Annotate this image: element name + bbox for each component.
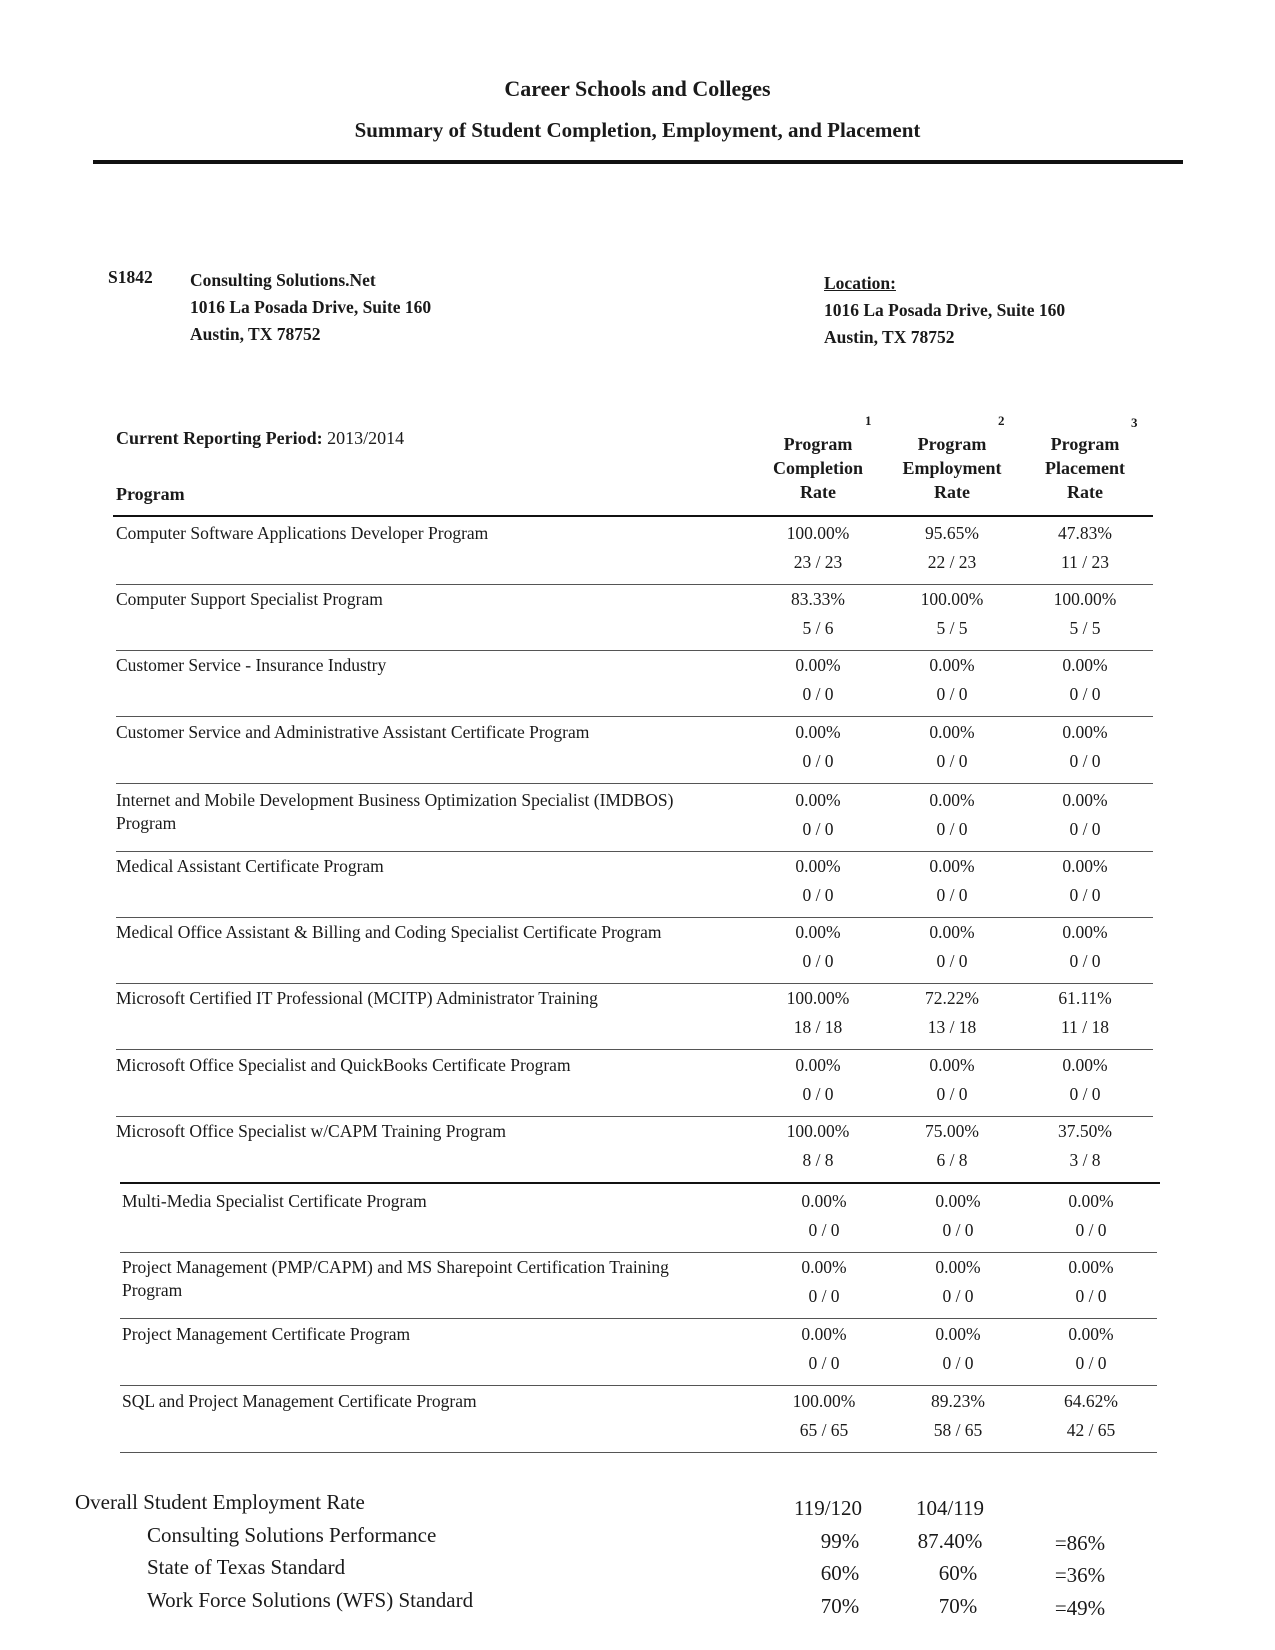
employment-count: 0 / 0 <box>942 1286 974 1306</box>
employment-rate: 0.00% <box>935 1257 981 1277</box>
employment-rate: 95.65% <box>925 523 979 543</box>
completion-count: 0 / 0 <box>802 819 834 839</box>
placement-rate: 100.00% <box>1053 589 1117 609</box>
program-name: Microsoft Office Specialist w/CAPM Training Program <box>116 1121 507 1141</box>
completion-rate: 0.00% <box>795 722 841 742</box>
reporting-period-label: Current Reporting Period: <box>116 428 323 448</box>
completion-count: 0 / 0 <box>802 951 834 971</box>
completion-count: 0 / 0 <box>802 751 834 771</box>
completion-rate: 100.00% <box>786 1121 850 1141</box>
employment-rate: 0.00% <box>929 922 975 942</box>
summary-row-label: Consulting Solutions Performance <box>147 1523 437 1547</box>
employment-rate: 0.00% <box>929 790 975 810</box>
school-address-line1: 1016 La Posada Drive, Suite 160 <box>190 297 432 317</box>
program-name: Multi-Media Specialist Certificate Program <box>122 1191 427 1211</box>
employment-rate: 0.00% <box>929 722 975 742</box>
school-address-block <box>190 267 431 348</box>
employment-rate: 0.00% <box>929 655 975 675</box>
employment-count: 0 / 0 <box>936 684 968 704</box>
employment-count: 0 / 0 <box>936 751 968 771</box>
program-column-header: Program <box>116 484 185 504</box>
completion-count: 0 / 0 <box>808 1353 840 1373</box>
column-footnote-1: 1 <box>865 413 872 428</box>
summary-row-label: State of Texas Standard <box>147 1555 346 1579</box>
row-divider <box>116 1049 1153 1050</box>
completion-count: 0 / 0 <box>802 684 834 704</box>
summary-employment: 60% <box>938 1561 978 1585</box>
completion-count: 0 / 0 <box>802 885 834 905</box>
program-name: Computer Support Specialist Program <box>116 589 383 609</box>
reporting-period <box>116 428 404 449</box>
row-divider <box>120 1452 1157 1453</box>
completion-rate: 0.00% <box>795 655 841 675</box>
row-divider <box>120 1182 1160 1184</box>
employment-count: 0 / 0 <box>942 1220 974 1240</box>
placement-rate: 0.00% <box>1062 790 1108 810</box>
page-subtitle: Summary of Student Completion, Employment, and Placement <box>354 118 921 142</box>
placement-rate: 0.00% <box>1062 722 1108 742</box>
completion-count: 5 / 6 <box>802 618 834 638</box>
employment-rate: 89.23% <box>931 1391 985 1411</box>
placement-count: 0 / 0 <box>1069 684 1101 704</box>
column-footnote-2: 2 <box>998 413 1005 428</box>
column-footnote-3: 3 <box>1131 415 1138 430</box>
completion-rate: 0.00% <box>801 1324 847 1344</box>
placement-rate: 0.00% <box>1068 1191 1114 1211</box>
school-name: Consulting Solutions.Net <box>190 270 376 290</box>
summary-completion: 99% <box>820 1529 860 1553</box>
summary-employment: 87.40% <box>917 1529 983 1553</box>
completion-count: 0 / 0 <box>808 1220 840 1240</box>
employment-rate: 0.00% <box>935 1191 981 1211</box>
completion-rate: 0.00% <box>801 1191 847 1211</box>
employment-rate: 75.00% <box>925 1121 979 1141</box>
placement-rate: 0.00% <box>1068 1257 1114 1277</box>
placement-count: 0 / 0 <box>1069 951 1101 971</box>
employment-rate-header: Program Employment Rate <box>902 434 1002 502</box>
program-name: Internet and Mobile Development Business Optimization Specialist (IMDBOS) Program <box>116 790 674 833</box>
location-address-line1: 1016 La Posada Drive, Suite 160 <box>824 300 1066 320</box>
completion-rate: 0.00% <box>795 922 841 942</box>
completion-rate: 100.00% <box>792 1391 856 1411</box>
employment-rate: 100.00% <box>920 589 984 609</box>
placement-rate: 0.00% <box>1062 856 1108 876</box>
completion-count: 0 / 0 <box>802 1084 834 1104</box>
employment-count: 58 / 65 <box>933 1420 983 1440</box>
employment-count: 0 / 0 <box>936 951 968 971</box>
placement-count: 0 / 0 <box>1075 1220 1107 1240</box>
placement-count: 42 / 65 <box>1066 1420 1116 1440</box>
summary-placement: =49% <box>1054 1596 1106 1620</box>
placement-rate: 47.83% <box>1058 523 1112 543</box>
completion-rate: 0.00% <box>795 1055 841 1075</box>
reporting-period-value: 2013/2014 <box>327 428 405 448</box>
school-id: S1842 <box>108 267 153 287</box>
summary-employment: 70% <box>938 1594 978 1618</box>
completion-rate: 0.00% <box>801 1257 847 1277</box>
employment-count: 13 / 18 <box>927 1017 977 1037</box>
program-name: Computer Software Applications Developer Program <box>116 523 489 543</box>
placement-count: 0 / 0 <box>1075 1353 1107 1373</box>
employment-count: 5 / 5 <box>936 618 968 638</box>
completion-rate: 100.00% <box>786 523 850 543</box>
placement-rate: 0.00% <box>1062 922 1108 942</box>
completion-count: 0 / 0 <box>808 1286 840 1306</box>
placement-rate: 0.00% <box>1062 1055 1108 1075</box>
header-divider <box>93 160 1183 164</box>
row-divider <box>116 716 1153 717</box>
employment-count: 0 / 0 <box>936 819 968 839</box>
summary-completion: 60% <box>820 1561 860 1585</box>
summary-placement: =36% <box>1054 1563 1106 1587</box>
program-name: Microsoft Office Specialist and QuickBooks Certificate Program <box>116 1055 571 1075</box>
school-address-line2: Austin, TX 78752 <box>190 324 321 344</box>
location-address-line2: Austin, TX 78752 <box>824 327 955 347</box>
row-divider <box>120 1318 1157 1319</box>
placement-count: 0 / 0 <box>1069 1084 1101 1104</box>
overall-completion: 119/120 <box>793 1496 863 1520</box>
program-name: Project Management Certificate Program <box>122 1324 411 1344</box>
placement-rate: 64.62% <box>1064 1391 1118 1411</box>
placement-count: 11 / 23 <box>1061 552 1109 572</box>
location-block <box>824 270 1065 351</box>
row-divider <box>120 1385 1157 1386</box>
program-name: Microsoft Certified IT Professional (MCITP) Administrator Training <box>116 988 598 1008</box>
placement-rate: 0.00% <box>1062 655 1108 675</box>
location-label: Location: <box>824 273 896 293</box>
employment-rate: 0.00% <box>929 856 975 876</box>
completion-rate-header: Program Completion Rate <box>773 434 863 502</box>
employment-count: 22 / 23 <box>927 552 977 572</box>
program-name: Project Management (PMP/CAPM) and MS Sharepoint Certification Training Program <box>122 1257 669 1300</box>
completion-count: 18 / 18 <box>793 1017 843 1037</box>
overall-rate-label: Overall Student Employment Rate <box>75 1490 365 1514</box>
program-name: Customer Service and Administrative Assistant Certificate Program <box>116 722 590 742</box>
placement-count: 11 / 18 <box>1061 1017 1109 1037</box>
employment-count: 6 / 8 <box>936 1150 968 1170</box>
completion-rate: 0.00% <box>795 790 841 810</box>
completion-count: 8 / 8 <box>802 1150 834 1170</box>
row-divider <box>116 783 1153 784</box>
placement-count: 0 / 0 <box>1069 819 1101 839</box>
placement-count: 0 / 0 <box>1075 1286 1107 1306</box>
program-name: SQL and Project Management Certificate Program <box>122 1391 477 1411</box>
employment-rate: 0.00% <box>935 1324 981 1344</box>
employment-count: 0 / 0 <box>936 1084 968 1104</box>
completion-rate: 0.00% <box>795 856 841 876</box>
placement-rate: 37.50% <box>1058 1121 1112 1141</box>
summary-row-label: Work Force Solutions (WFS) Standard <box>147 1588 474 1612</box>
completion-count: 23 / 23 <box>793 552 843 572</box>
summary-placement: =86% <box>1054 1531 1106 1555</box>
placement-rate: 0.00% <box>1068 1324 1114 1344</box>
employment-count: 0 / 0 <box>936 885 968 905</box>
completion-rate: 83.33% <box>791 589 845 609</box>
table-header-divider <box>113 515 1153 517</box>
placement-rate: 61.11% <box>1058 988 1112 1008</box>
summary-completion: 70% <box>820 1594 860 1618</box>
placement-count: 5 / 5 <box>1069 618 1101 638</box>
employment-rate: 0.00% <box>929 1055 975 1075</box>
completion-count: 65 / 65 <box>799 1420 849 1440</box>
placement-count: 0 / 0 <box>1069 885 1101 905</box>
page-title: Career Schools and Colleges <box>504 76 771 101</box>
overall-employment: 104/119 <box>915 1496 985 1520</box>
placement-rate-header: Program Placement Rate <box>1045 434 1125 502</box>
completion-rate: 100.00% <box>786 988 850 1008</box>
program-name: Medical Office Assistant & Billing and Coding Specialist Certificate Program <box>116 922 662 942</box>
employment-count: 0 / 0 <box>942 1353 974 1373</box>
program-name: Medical Assistant Certificate Program <box>116 856 384 876</box>
placement-count: 3 / 8 <box>1069 1150 1101 1170</box>
program-name: Customer Service - Insurance Industry <box>116 655 387 675</box>
placement-count: 0 / 0 <box>1069 751 1101 771</box>
employment-rate: 72.22% <box>925 988 979 1008</box>
